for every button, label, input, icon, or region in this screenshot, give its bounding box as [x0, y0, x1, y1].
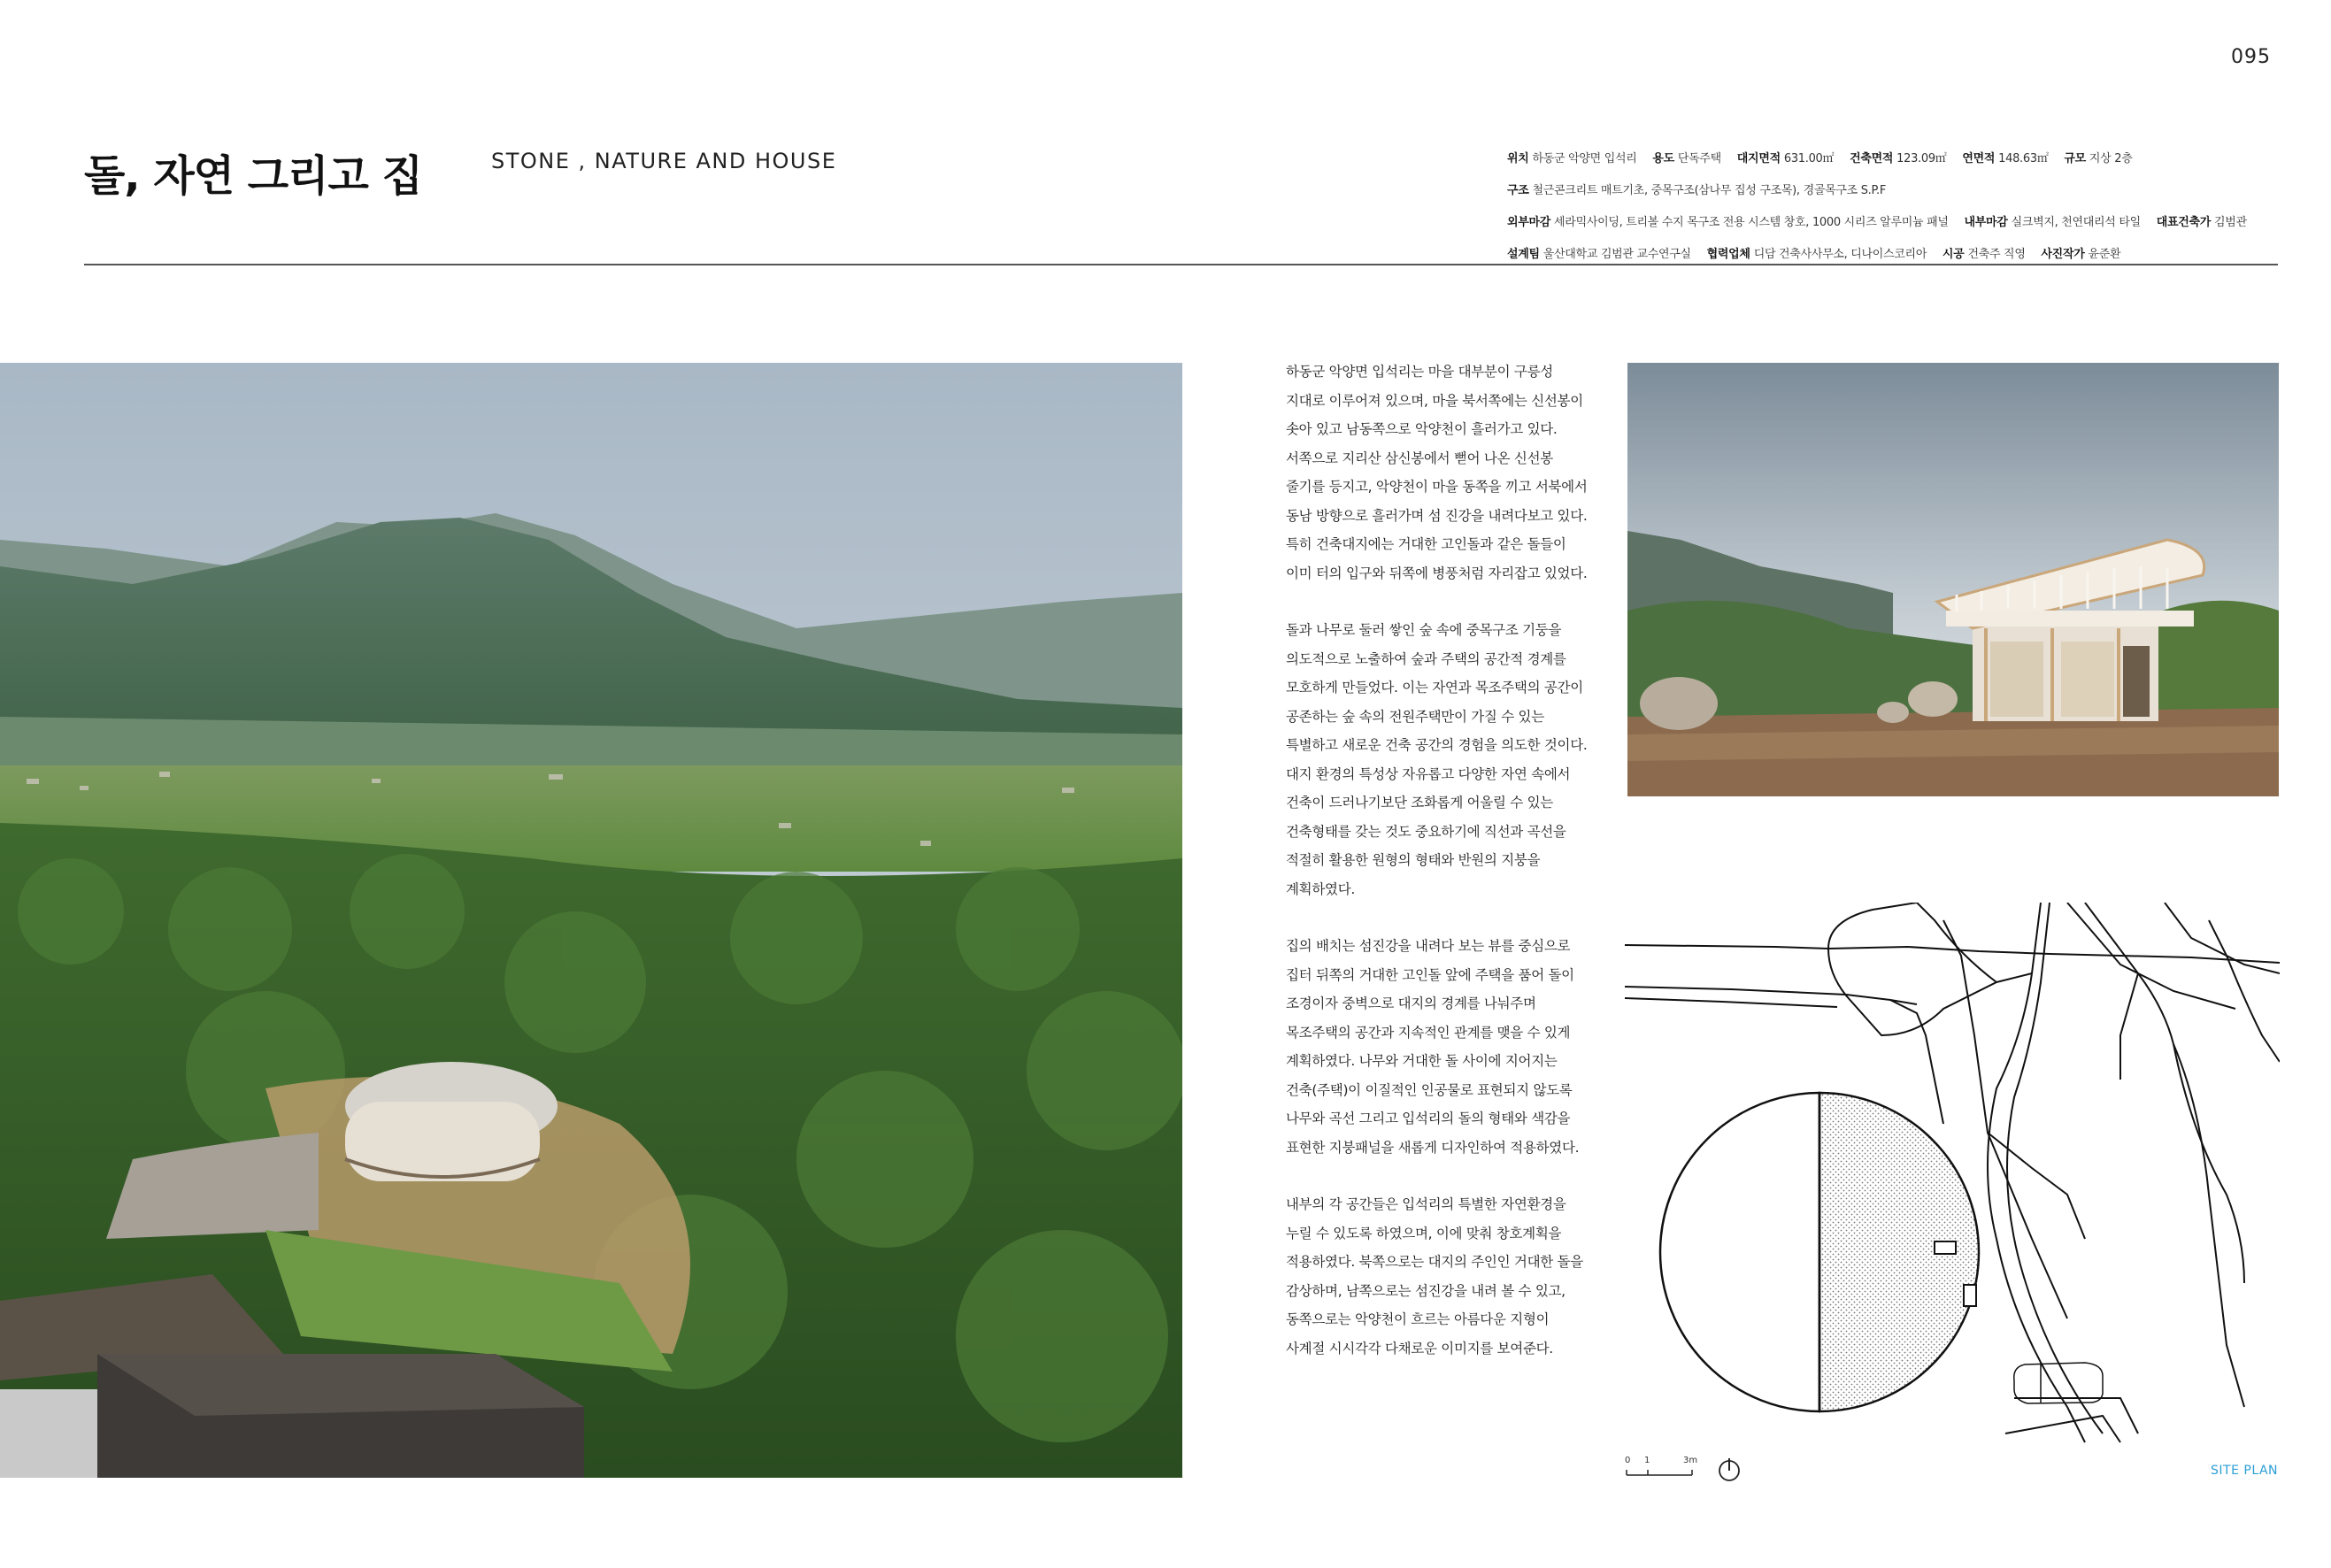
body-line: 돌과 나무로 둘러 쌓인 숲 속에 중목구조 기둥을	[1286, 622, 1562, 638]
body-line: 특별하고 새로운 건축 공간의 경험을 의도한 것이다.	[1286, 737, 1588, 753]
project-info-value: 148.63㎡	[1998, 152, 2049, 165]
project-info-item	[1652, 152, 1721, 165]
project-info-label: 용도	[1652, 152, 1674, 165]
body-line: 표현한 지붕패널을 새롭게 디자인하여 적용하였다.	[1286, 1139, 1580, 1156]
project-info-value: 울산대학교 김범관 교수연구실	[1542, 248, 1691, 261]
project-info-label: 협력업체	[1706, 248, 1750, 261]
body-paragraph	[1286, 616, 1604, 903]
body-line: 내부의 각 공간들은 입석리의 특별한 자연환경을	[1286, 1196, 1566, 1212]
project-info-value: 윤준환	[2088, 248, 2121, 261]
project-info-label: 건축면적	[1850, 152, 1894, 165]
project-info-label: 내부마감	[1964, 216, 2008, 229]
body-line: 계획하였다.	[1286, 880, 1355, 897]
project-info-item	[1507, 248, 1691, 261]
body-line: 이미 터의 입구와 뒤쪽에 병풍처럼 자리잡고 있었다.	[1286, 565, 1588, 581]
project-info-item	[1707, 248, 1927, 261]
body-line: 건축형태를 갖는 것도 중요하기에 직선과 곡선을	[1286, 823, 1566, 840]
body-line: 서쪽으로 지리산 삼신봉에서 뻗어 나온 신선봉	[1286, 450, 1553, 466]
project-info-item	[1965, 216, 2141, 229]
project-info-label: 위치	[1507, 152, 1529, 165]
project-info-label: 설계팀	[1507, 248, 1540, 261]
body-paragraph	[1286, 932, 1604, 1162]
project-info-item	[2157, 216, 2247, 229]
body-line: 솟아 있고 남동쪽으로 악양천이 흘러가고 있다.	[1286, 421, 1558, 437]
house-exterior-photo	[1627, 363, 2279, 796]
body-line: 집터 뒤쪽의 거대한 고인돌 앞에 주택을 품어 돌이	[1286, 966, 1574, 983]
project-info-label: 외부마감	[1507, 216, 1551, 229]
project-info-item	[1507, 152, 1637, 165]
body-line: 적절히 활용한 원형의 형태와 반원의 지붕을	[1286, 852, 1541, 868]
body-line: 목조주택의 공간과 지속적인 관계를 맺을 수 있게	[1286, 1024, 1571, 1041]
project-info-value: 123.09㎡	[1896, 152, 1947, 165]
project-info-item	[1962, 152, 2048, 165]
body-line: 건축이 드러나기보단 조화롭게 어울릴 수 있는	[1286, 795, 1553, 811]
project-info-label: 규모	[2064, 152, 2086, 165]
project-info-item	[1737, 152, 1834, 165]
project-info-value: 실크벽지, 천연대리석 타일	[2011, 216, 2141, 229]
project-info-label: 연면적	[1962, 152, 1996, 165]
scale-label-zero: 0	[1625, 1456, 1631, 1465]
body-line: 사계절 시시각각 다채로운 이미지를 보여준다.	[1286, 1340, 1553, 1357]
project-info-value: 김범관	[2214, 216, 2247, 229]
project-info-label: 대지면적	[1736, 152, 1781, 165]
body-line: 적용하였다. 북쪽으로는 대지의 주인인 거대한 돌을	[1286, 1254, 1583, 1270]
project-info-item	[2041, 248, 2120, 261]
site-plan-drawing	[1625, 903, 2280, 1451]
body-line: 동남 방향으로 흘러가며 섬 진강을 내려다보고 있다.	[1286, 507, 1588, 524]
project-info-value: 철근콘크리트 매트기초, 중목구조(삼나무 집성 구조목), 경골목구조 S.P.F	[1532, 184, 1887, 197]
body-paragraph	[1286, 1190, 1604, 1363]
article-body	[1286, 357, 1604, 1391]
project-info-label: 구조	[1507, 184, 1529, 197]
body-line: 특히 건축대지에는 거대한 고인돌과 같은 돌들이	[1286, 536, 1566, 552]
body-line: 누릴 수 있도록 하였으며, 이에 맞춰 창호계획을	[1286, 1225, 1562, 1241]
article-title-english: STONE , NATURE AND HOUSE	[491, 149, 837, 173]
page-number: 095	[2231, 46, 2271, 68]
project-info-item	[1850, 152, 1946, 165]
body-line: 계획하였다. 나무와 거대한 돌 사이에 지어지는	[1286, 1053, 1558, 1069]
project-info-item	[2064, 152, 2132, 165]
body-line: 공존하는 숲 속의 전원주택만이 가질 수 있는	[1286, 708, 1544, 725]
body-line: 줄기를 등지고, 악양천이 마을 동쪽을 끼고 서북에서	[1286, 479, 1588, 495]
project-info-value: 하동군 악양면 입석리	[1532, 152, 1637, 165]
aerial-photo	[0, 363, 1182, 1478]
project-info-value: 디담 건축사사무소, 디나이스코리아	[1753, 248, 1927, 261]
body-line: 모호하게 만들었다. 이는 자연과 목조주택의 공간이	[1286, 680, 1583, 696]
project-info-item	[1507, 216, 1949, 229]
header-divider	[84, 264, 2278, 265]
project-info-label: 시공	[1942, 248, 1965, 261]
body-paragraph	[1286, 357, 1604, 588]
body-line: 지대로 이루어져 있으며, 마을 북서쪽에는 신선봉이	[1286, 392, 1583, 409]
body-line: 동쪽으로는 악양천이 흐르는 아름다운 지형이	[1286, 1311, 1550, 1327]
body-line: 대지 환경의 특성상 자유롭고 다양한 자연 속에서	[1286, 765, 1571, 782]
project-info-value: 건축주 직영	[1967, 248, 2026, 261]
body-line: 집의 배치는 섬진강을 내려다 보는 뷰를 중심으로	[1286, 938, 1571, 954]
body-line: 의도적으로 노출하여 숲과 주택의 공간적 경계를	[1286, 650, 1566, 667]
project-info	[1507, 143, 2268, 271]
scale-label-one: 1	[1644, 1456, 1650, 1465]
north-arrow-icon	[1717, 1458, 1742, 1487]
project-info-item	[1507, 184, 1886, 197]
body-line: 나무와 곡선 그리고 입석리의 돌의 형태와 색감을	[1286, 1111, 1571, 1126]
project-info-label: 사진작가	[2041, 248, 2085, 261]
body-line: 감상하며, 남쪽으로는 섬진강을 내려 볼 수 있고,	[1286, 1282, 1566, 1299]
project-info-label: 대표건축가	[2156, 216, 2212, 229]
project-info-value: 631.00㎡	[1783, 152, 1835, 165]
article-title-korean: 돌, 자연 그리고 집	[84, 151, 422, 201]
site-plan-label: SITE PLAN	[2211, 1464, 2278, 1478]
project-info-value: 단독주택	[1677, 152, 1721, 165]
project-info-value: 세라믹사이딩, 트리볼 수지 목구조 전용 시스템 창호, 1000 시리즈 알루미늄 패널	[1554, 216, 1949, 229]
project-info-item	[1942, 248, 2026, 261]
scale-label-three: 3m	[1683, 1456, 1698, 1465]
body-line: 하동군 악양면 입석리는 마을 대부분이 구릉성	[1286, 364, 1553, 380]
body-line: 건축(주택)이 이질적인 인공물로 표현되지 않도록	[1286, 1081, 1573, 1098]
body-line: 조경이자 중벽으로 대지의 경계를 나눠주며	[1286, 995, 1536, 1011]
project-info-value: 지상 2층	[2089, 152, 2133, 165]
